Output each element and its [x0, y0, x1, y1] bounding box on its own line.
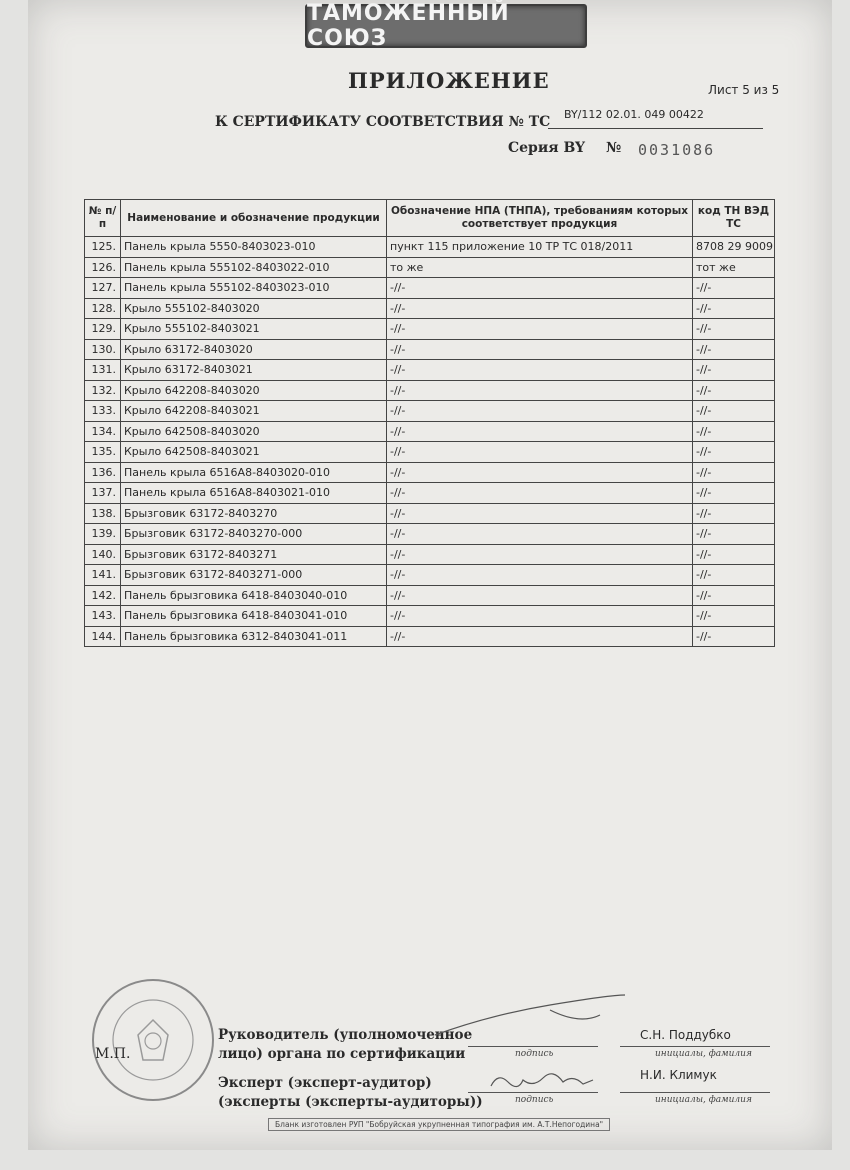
- table-row: [85, 257, 775, 278]
- table-row: [85, 319, 775, 340]
- cell-num: 131.: [85, 360, 121, 381]
- series-label: Серия BY: [508, 140, 586, 156]
- table-row: [85, 339, 775, 360]
- cell-code: -//-: [693, 503, 775, 524]
- cell-npa: -//-: [387, 626, 693, 647]
- head-label-line-1: Руководитель (уполномоченное: [218, 1027, 473, 1043]
- cell-name: Брызговик 63172-8403270-000: [121, 524, 387, 545]
- cell-code: -//-: [693, 462, 775, 483]
- cell-name: Панель крыла 5550-8403023-010: [121, 237, 387, 258]
- cell-npa: -//-: [387, 339, 693, 360]
- cell-code: -//-: [693, 565, 775, 586]
- cell-code: -//-: [693, 524, 775, 545]
- document-subtitle: К СЕРТИФИКАТУ СООТВЕТСТВИЯ № ТС: [215, 114, 551, 130]
- head-label-line-2: лицо) органа по сертификации: [218, 1046, 466, 1062]
- serial-number: 0031086: [638, 141, 716, 159]
- cell-num: 130.: [85, 339, 121, 360]
- table-row: [85, 401, 775, 422]
- cell-code: тот же: [693, 257, 775, 278]
- cell-npa: -//-: [387, 278, 693, 299]
- table-row: [85, 483, 775, 504]
- cell-num: 127.: [85, 278, 121, 299]
- head-name: С.Н. Поддубко: [640, 1028, 731, 1042]
- certificate-number-underline: [548, 128, 763, 129]
- cell-npa: -//-: [387, 565, 693, 586]
- document-title: ПРИЛОЖЕНИЕ: [348, 68, 550, 93]
- cell-code: -//-: [693, 278, 775, 299]
- cell-num: 128.: [85, 298, 121, 319]
- cell-num: 142.: [85, 585, 121, 606]
- cell-name: Панель крыла 555102-8403022-010: [121, 257, 387, 278]
- cell-code: -//-: [693, 483, 775, 504]
- cell-num: 132.: [85, 380, 121, 401]
- table-row: [85, 360, 775, 381]
- table-row: [85, 606, 775, 627]
- cell-num: 137.: [85, 483, 121, 504]
- cell-name: Крыло 63172-8403021: [121, 360, 387, 381]
- table-row: [85, 442, 775, 463]
- cell-num: 126.: [85, 257, 121, 278]
- table-row: [85, 380, 775, 401]
- cell-name: Брызговик 63172-8403271-000: [121, 565, 387, 586]
- head-name-caption: инициалы, фамилия: [655, 1049, 752, 1059]
- expert-name-caption: инициалы, фамилия: [655, 1095, 752, 1105]
- products-table: [84, 199, 775, 647]
- cell-code: -//-: [693, 606, 775, 627]
- cell-code: -//-: [693, 298, 775, 319]
- cell-num: 138.: [85, 503, 121, 524]
- cell-code: 8708 29 9009: [693, 237, 775, 258]
- cell-num: 129.: [85, 319, 121, 340]
- cell-npa: -//-: [387, 483, 693, 504]
- cell-code: -//-: [693, 380, 775, 401]
- table-row: [85, 278, 775, 299]
- cell-name: Крыло 642208-8403021: [121, 401, 387, 422]
- cell-code: -//-: [693, 401, 775, 422]
- head-signature-line: [468, 1046, 598, 1047]
- table-row: [85, 524, 775, 545]
- expert-signature-caption: подпись: [515, 1095, 554, 1105]
- cell-name: Крыло 555102-8403021: [121, 319, 387, 340]
- table-row: [85, 421, 775, 442]
- column-header-num: № п/п: [85, 200, 121, 237]
- certificate-number: BY/112 02.01. 049 00422: [564, 108, 704, 121]
- cell-npa: -//-: [387, 524, 693, 545]
- head-signature-caption: подпись: [515, 1049, 554, 1059]
- cell-npa: -//-: [387, 360, 693, 381]
- expert-label-line-1: Эксперт (эксперт-аудитор): [218, 1075, 432, 1091]
- cell-code: -//-: [693, 442, 775, 463]
- cell-code: -//-: [693, 585, 775, 606]
- cell-num: 125.: [85, 237, 121, 258]
- table-body: [85, 237, 775, 647]
- table-row: [85, 626, 775, 647]
- table-header-row: [85, 200, 775, 237]
- number-sign: №: [606, 140, 622, 156]
- cell-name: Панель брызговика 6312-8403041-011: [121, 626, 387, 647]
- table-row: [85, 565, 775, 586]
- cell-code: -//-: [693, 339, 775, 360]
- expert-label: [218, 1074, 483, 1112]
- cell-name: Брызговик 63172-8403270: [121, 503, 387, 524]
- cell-name: Панель брызговика 6418-8403040-010: [121, 585, 387, 606]
- cell-name: Крыло 63172-8403020: [121, 339, 387, 360]
- official-seal-stamp: [88, 975, 218, 1105]
- customs-union-banner: ТАМОЖЕННЫЙ СОЮЗ: [305, 4, 587, 48]
- head-signature-scribble: [430, 985, 630, 1045]
- cell-num: 144.: [85, 626, 121, 647]
- cell-name: Крыло 642508-8403021: [121, 442, 387, 463]
- cell-npa: -//-: [387, 462, 693, 483]
- cell-num: 143.: [85, 606, 121, 627]
- cell-npa: -//-: [387, 319, 693, 340]
- cell-npa: -//-: [387, 544, 693, 565]
- cell-name: Брызговик 63172-8403271: [121, 544, 387, 565]
- cell-name: Панель крыла 555102-8403023-010: [121, 278, 387, 299]
- table-row: [85, 462, 775, 483]
- cell-name: Крыло 555102-8403020: [121, 298, 387, 319]
- cell-npa: -//-: [387, 503, 693, 524]
- table-row: [85, 544, 775, 565]
- cell-name: Панель крыла 6516А8-8403020-010: [121, 462, 387, 483]
- cell-npa: -//-: [387, 298, 693, 319]
- cell-num: 141.: [85, 565, 121, 586]
- cell-npa: -//-: [387, 585, 693, 606]
- cell-num: 133.: [85, 401, 121, 422]
- cell-npa: -//-: [387, 606, 693, 627]
- cell-npa: то же: [387, 257, 693, 278]
- cell-code: -//-: [693, 360, 775, 381]
- cell-code: -//-: [693, 544, 775, 565]
- cell-npa: пункт 115 приложение 10 ТР ТС 018/2011: [387, 237, 693, 258]
- cell-npa: -//-: [387, 401, 693, 422]
- cell-num: 139.: [85, 524, 121, 545]
- cell-npa: -//-: [387, 380, 693, 401]
- printer-footer: Бланк изготовлен РУП "Бобруйская укрупненная типография им. А.Т.Непогодина": [268, 1118, 610, 1131]
- cell-npa: -//-: [387, 421, 693, 442]
- column-header-code: код ТН ВЭД ТС: [693, 200, 775, 237]
- cell-name: Крыло 642208-8403020: [121, 380, 387, 401]
- cell-code: -//-: [693, 626, 775, 647]
- cell-num: 136.: [85, 462, 121, 483]
- cell-name: Панель крыла 6516А8-8403021-010: [121, 483, 387, 504]
- table-row: [85, 503, 775, 524]
- head-name-line: [620, 1046, 770, 1047]
- cell-name: Панель брызговика 6418-8403041-010: [121, 606, 387, 627]
- sheet-counter: Лист 5 из 5: [708, 83, 780, 97]
- cell-num: 134.: [85, 421, 121, 442]
- expert-name: Н.И. Климук: [640, 1068, 717, 1082]
- table-row: [85, 237, 775, 258]
- column-header-name: Наименование и обозначение продукции: [121, 200, 387, 237]
- expert-label-line-2: (эксперты (эксперты-аудиторы)): [218, 1094, 483, 1110]
- cell-name: Крыло 642508-8403020: [121, 421, 387, 442]
- expert-signature-scribble: [488, 1068, 598, 1094]
- column-header-npa: Обозначение НПА (ТНПА), требованиям которых соответствует продукция: [387, 200, 693, 237]
- stamp-place-label: М.П.: [95, 1046, 131, 1062]
- cell-num: 140.: [85, 544, 121, 565]
- cell-npa: -//-: [387, 442, 693, 463]
- cell-code: -//-: [693, 319, 775, 340]
- cell-num: 135.: [85, 442, 121, 463]
- table-row: [85, 298, 775, 319]
- expert-name-line: [620, 1092, 770, 1093]
- table-row: [85, 585, 775, 606]
- cell-code: -//-: [693, 421, 775, 442]
